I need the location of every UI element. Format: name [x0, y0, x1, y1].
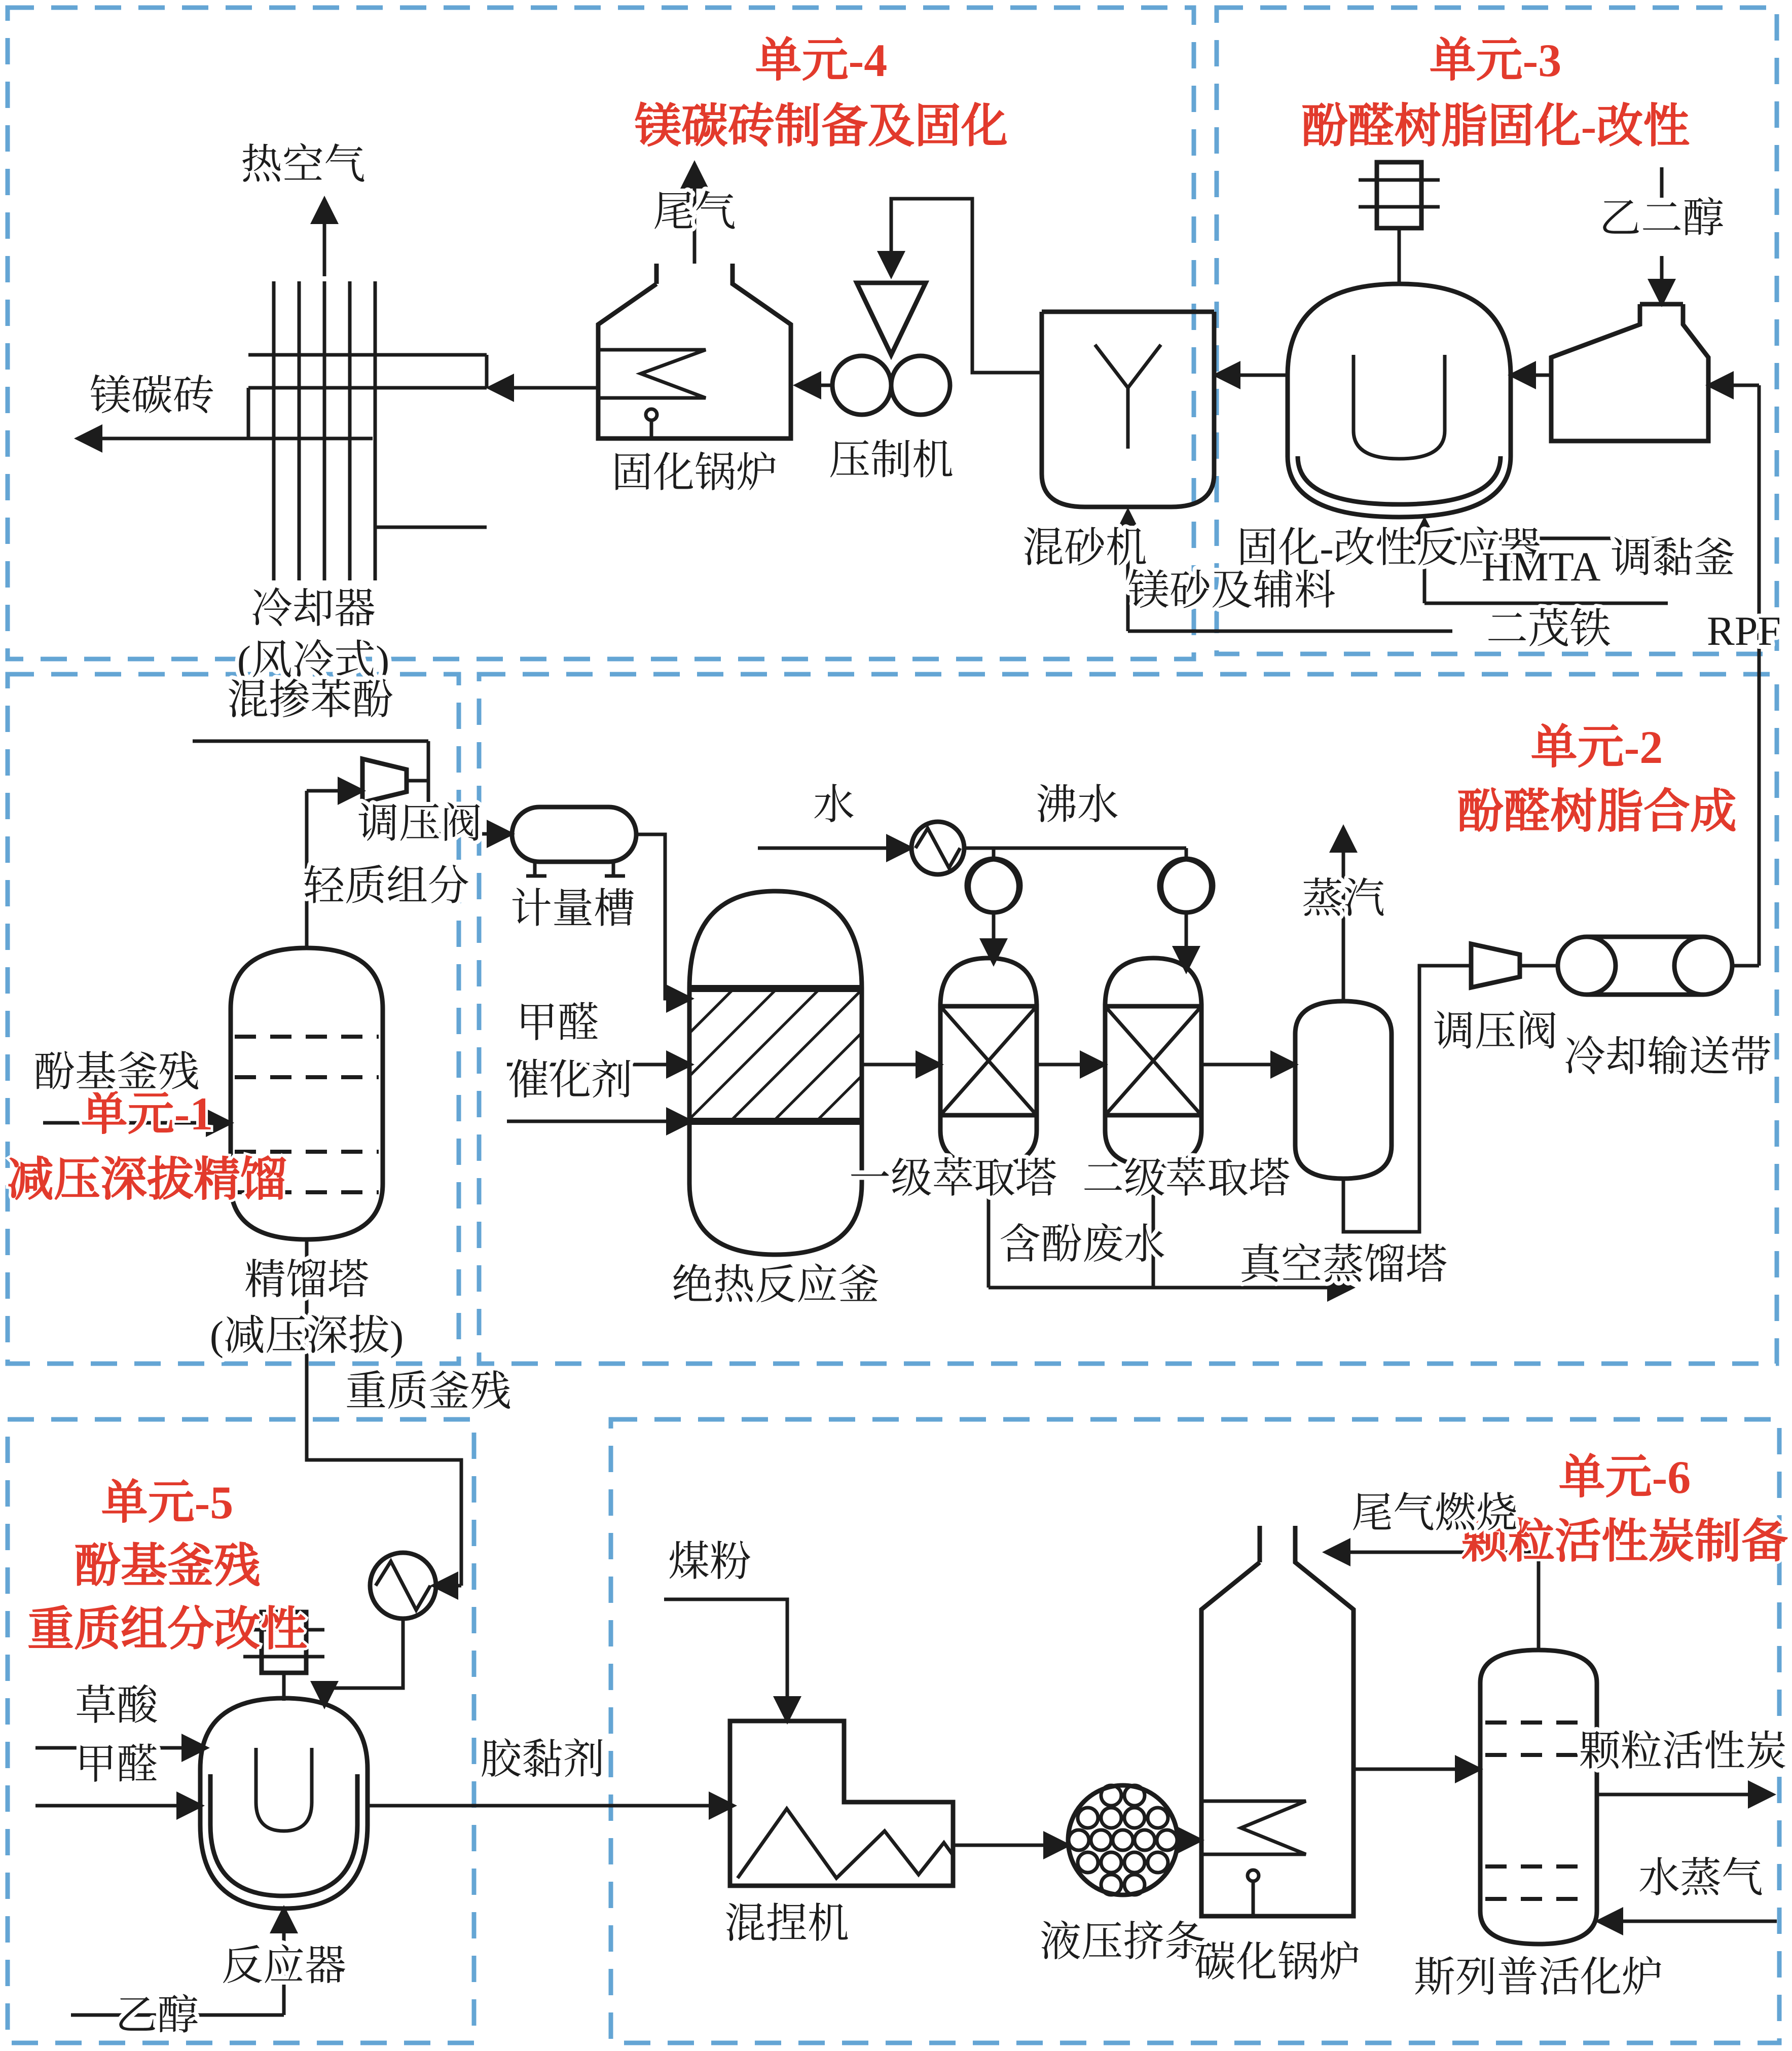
label-sand-mixer: 混砂机: [1022, 525, 1148, 571]
label-activator: 斯列普活化炉: [1413, 1954, 1664, 2000]
label-extraction-1: 一级萃取塔: [849, 1155, 1057, 1201]
pump-2: [1159, 859, 1213, 912]
extraction-column-1: [940, 958, 1037, 1166]
vacuum-to-valve-line: [1343, 966, 1471, 1232]
carbonization-boiler: [1201, 1526, 1354, 1916]
extraction-column-2: [1105, 958, 1201, 1166]
label-tail-gas: 尾气: [652, 189, 737, 235]
kneader: [730, 1721, 953, 1886]
adiabatic-reactor: [689, 891, 862, 1255]
pump-1: [967, 859, 1020, 912]
press-machine: [832, 283, 950, 415]
label-extruder: 液压挤条: [1039, 1919, 1206, 1965]
label-cooler: 冷却器: [250, 585, 376, 632]
hx-to-reactor-line: [324, 1619, 403, 1702]
label-steam-u6: 水蒸气: [1638, 1855, 1764, 1901]
label-tail-gas-burning: 尾气燃烧: [1351, 1490, 1518, 1536]
unit5-subtitle-2: 重质组分改性: [27, 1603, 308, 1655]
label-extraction-2: 二级萃取塔: [1082, 1155, 1291, 1201]
mixer-to-press-line: [891, 199, 1042, 373]
label-cooler-type: (风冷式): [237, 637, 390, 683]
label-valve-2: 调压阀: [1433, 1008, 1558, 1054]
unit2-subtitle: 酚醛树脂合成: [1456, 786, 1737, 837]
label-adiabatic-reactor: 绝热反应釜: [671, 1262, 880, 1308]
water-heat-exchanger: [911, 822, 964, 874]
air-cooler: [248, 281, 487, 580]
coal-powder-line: [664, 1599, 787, 1717]
unit5-title: 单元-5: [101, 1477, 234, 1528]
unit1-subtitle: 减压深拔精馏: [7, 1154, 287, 1205]
unit6-subtitle: 颗粒活性炭制备: [1461, 1516, 1788, 1567]
label-metering-tank: 计量槽: [510, 886, 636, 932]
cooling-conveyor: [1558, 937, 1732, 995]
label-cure-reactor: 固化-改性反应器: [1236, 525, 1542, 571]
label-rpf: RPF: [1707, 608, 1781, 654]
unit3-title: 单元-3: [1429, 34, 1562, 86]
slep-activation-furnace: [1480, 1650, 1597, 1944]
label-oxalic-acid: 草酸: [75, 1682, 159, 1729]
label-light-ends: 轻质组分: [303, 863, 470, 909]
label-mixed-phenol: 混掺苯酚: [227, 677, 394, 723]
unit6-title: 单元-6: [1558, 1451, 1691, 1503]
tank-to-reactor-line: [636, 834, 687, 999]
unit3-subtitle: 酚醛树脂固化-改性: [1301, 100, 1690, 152]
label-coal-powder: 煤粉: [668, 1539, 752, 1585]
label-catalyst: 催化剂: [507, 1057, 633, 1103]
viscosity-kettle: [1551, 304, 1708, 441]
label-hmta: HMTA: [1481, 543, 1601, 590]
label-steam-u2: 蒸汽: [1301, 875, 1385, 922]
catalyst-bed: [691, 991, 860, 1119]
label-valve-1: 调压阀: [357, 800, 483, 847]
metering-tank: [512, 807, 636, 876]
label-adhesive: 胶黏剂: [480, 1736, 605, 1782]
pressure-valve-1: [362, 759, 407, 802]
label-formaldehyde-u5: 甲醛: [75, 1741, 159, 1787]
label-heavy-residue: 重质釜残: [345, 1368, 512, 1414]
label-phenolic-residue: 酚基釜残: [33, 1049, 200, 1095]
label-mgc-brick: 镁碳砖: [89, 373, 215, 419]
label-column: 精馏塔: [244, 1257, 370, 1303]
unit1-boundary: [8, 674, 459, 1364]
pressure-valve-2: [1471, 944, 1520, 987]
label-press: 压制机: [828, 437, 954, 483]
label-vacuum-column: 真空蒸馏塔: [1239, 1241, 1448, 1288]
unit4-boundary: [8, 8, 1194, 659]
label-conveyor: 冷却输送带: [1563, 1034, 1772, 1080]
label-column-mode: (减压深拔): [209, 1312, 404, 1359]
label-hot-air: 热空气: [240, 141, 366, 188]
unit2-title: 单元-2: [1530, 721, 1663, 773]
label-reactor-u5: 反应器: [221, 1943, 347, 1989]
label-granular-carbon: 颗粒活性炭: [1579, 1728, 1787, 1774]
label-viscosity-kettle: 调黏釜: [1610, 535, 1736, 581]
extruder: [1068, 1785, 1178, 1895]
label-water: 水: [813, 782, 855, 828]
heavy-residue-heat-exchanger: [370, 1553, 436, 1619]
sand-mixer: [1042, 312, 1214, 507]
label-carbonizer: 碳化锅炉: [1194, 1939, 1361, 1985]
label-ferrocene: 二茂铁: [1486, 606, 1612, 652]
unit5-subtitle-1: 酚基釜残: [74, 1540, 261, 1592]
curing-boiler: [598, 264, 791, 438]
label-formaldehyde-u2: 甲醛: [516, 1000, 600, 1046]
modification-reactor: [200, 1698, 368, 1909]
label-boiling-water: 沸水: [1035, 782, 1119, 828]
label-glycol: 乙二醇: [1599, 195, 1725, 241]
label-wastewater: 含酚废水: [999, 1221, 1166, 1267]
label-ethanol: 乙醇: [115, 1992, 199, 2038]
unit4-title: 单元-4: [755, 34, 888, 86]
label-magnesia: 镁砂及辅料: [1127, 567, 1336, 613]
vacuum-column: [1295, 1001, 1392, 1179]
curing-modification-reactor: [1288, 162, 1511, 517]
unit4-subtitle: 镁碳砖制备及固化: [634, 100, 1008, 152]
label-kneader: 混捏机: [724, 1900, 850, 1947]
unit1-title: 单元-1: [81, 1088, 213, 1140]
label-curing-boiler: 固化锅炉: [611, 450, 778, 496]
